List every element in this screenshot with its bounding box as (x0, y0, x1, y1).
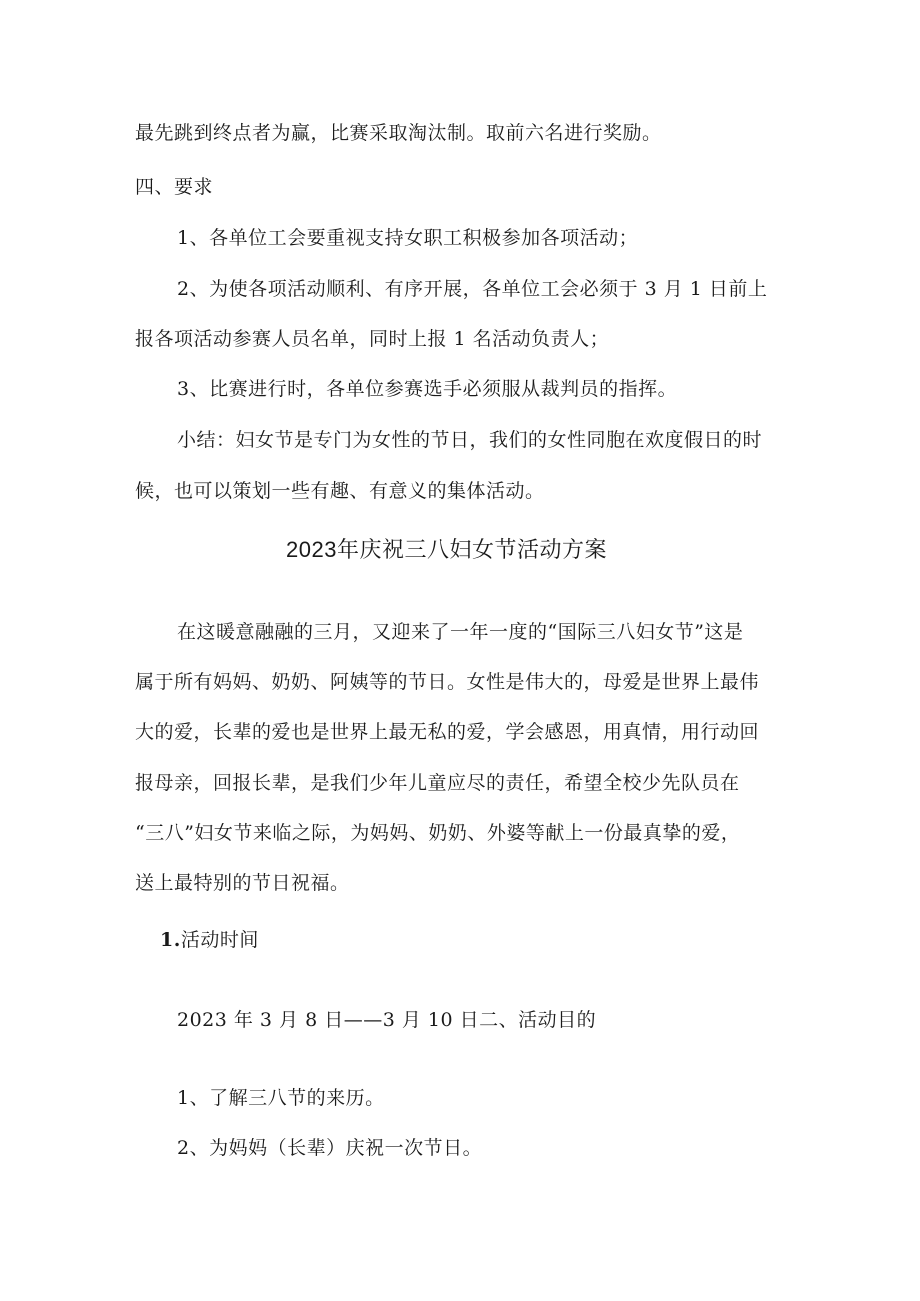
item-1-number: 1. (160, 929, 181, 951)
item-1-label: 活动时间 (180, 929, 259, 951)
requirement-item-2-line-2: 报各项活动参赛人员名单，同时上报 1 名活动负责人； (135, 328, 610, 350)
section-heading: 四、要求 (135, 176, 214, 198)
requirement-item-2-line-1: 2、为使各项活动顺利、有序开展，各单位工会必须于 3 月 1 日前上 (177, 278, 768, 300)
intro-line-4: 报母亲，回报长辈，是我们少年儿童应尽的责任，希望全校少先队员在 (135, 772, 740, 794)
intro-line-6: 送上最特别的节日祝福。 (135, 872, 350, 894)
intro-line-2: 属于所有妈妈、奶奶、阿姨等的节日。女性是伟大的，母爱是世界上最伟 (135, 671, 760, 693)
document-title: 2023年庆祝三八妇女节活动方案 (286, 537, 607, 562)
item-1-heading (160, 928, 259, 952)
goal-item-1: 1、了解三八节的来历。 (177, 1087, 385, 1109)
summary-line-2: 候，也可以策划一些有趣、有意义的集体活动。 (135, 480, 545, 502)
summary-line-1: 小结：妇女节是专门为女性的节日，我们的女性同胞在欢度假日的时 (177, 429, 763, 451)
intro-line-3: 大的爱，长辈的爱也是世界上最无私的爱，学会感恩，用真情，用行动回 (135, 721, 760, 743)
intro-line-1: 在这暖意融融的三月，又迎来了一年一度的“国际三八妇女节”这是 (177, 621, 744, 643)
activity-time-line: 2023 年 3 月 8 日——3 月 10 日二、活动目的 (177, 1009, 597, 1031)
requirement-item-1: 1、各单位工会要重视支持女职工积极参加各项活动； (177, 227, 639, 249)
goal-item-2: 2、为妈妈（长辈）庆祝一次节日。 (177, 1137, 483, 1159)
intro-line-5: “三八”妇女节来临之际，为妈妈、奶奶、外婆等献上一份最真挚的爱， (135, 822, 741, 844)
paragraph-line: 最先跳到终点者为赢，比赛采取淘汰制。取前六名进行奖励。 (135, 122, 662, 144)
requirement-item-3: 3、比赛进行时，各单位参赛选手必须服从裁判员的指挥。 (177, 378, 678, 400)
